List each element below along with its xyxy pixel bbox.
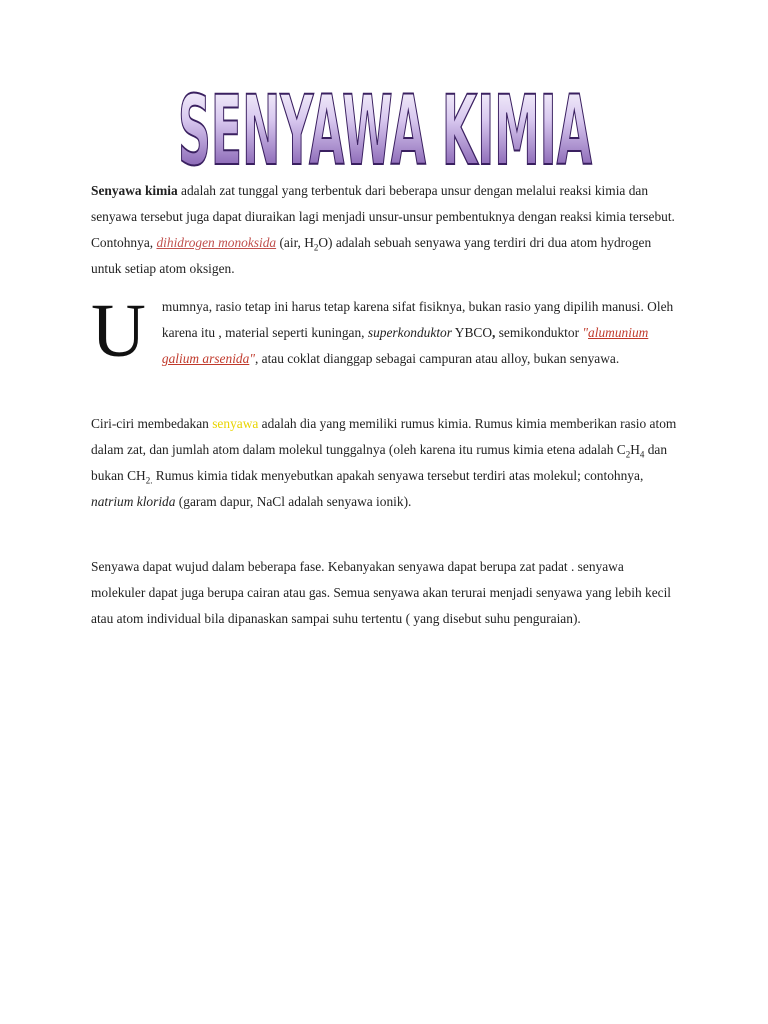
p2-text-a: mumnya, rasio tetap ini harus tetap karena sifat fisiknya, bukan rasio yang dipilih manusi. Oleh karena itu , material seperti kuningan,: [161, 299, 674, 340]
p2-text-d: , atau coklat dianggap sebagai campuran atau alloy, bukan senyawa.: [254, 351, 620, 366]
page-title: SENYAWA KIMIA: [178, 82, 592, 174]
paragraph-3: [91, 411, 681, 515]
paragraph-2: [91, 289, 681, 373]
p1-sub-2: 2: [313, 242, 319, 253]
p3-text-c: dan bukan CH: [91, 442, 668, 483]
p1-text-b: (air, H: [276, 235, 314, 250]
p2-text-b: YBCO: [451, 325, 493, 340]
wordart-title-svg: [140, 82, 630, 174]
p3-text-d: Rumus kimia tidak menyebutkan apakah senyawa tersebut terdiri atas molekul; contohnya,: [152, 468, 644, 483]
p3-sub-c2: 2: [625, 449, 631, 460]
paragraph-1: [91, 178, 681, 282]
bold-term-senyawa-kimia: Senyawa kimia: [91, 183, 178, 198]
p3-text-a: Ciri-ciri membedakan: [91, 416, 213, 431]
link-alumunium-galium-arsenida[interactable]: alumunium galium arsenida: [161, 325, 649, 366]
p1-text-a: adalah zat tunggal yang terbentuk dari beberapa unsur dengan melalui reaksi kimia dan senyawa tersebut juga dapat diuraikan lagi menjadi unsur-unsur pembentuknya dengan reaksi kimia tersebut. Contohnya,: [91, 183, 675, 250]
p3-sub-ch2: 2.: [145, 475, 153, 486]
paragraph-4: Senyawa dapat wujud dalam beberapa fase. Kebanyakan senyawa dapat berupa zat padat . senyawa molekuler dapat juga berupa cairan atau gas. Semua senyawa akan terurai menjadi senyawa yang lebih kecil atau atom individual bila dipanaskan sampai suhu tertentu ( yang disebut suhu penguraian).: [91, 559, 672, 626]
link-dihidrogen-monoksida[interactable]: dihidrogen monoksida: [156, 235, 277, 250]
italic-natrium-klorida: natrium klorida: [91, 494, 176, 509]
p3-text-h: H: [630, 442, 640, 457]
p2-bold-comma: ,: [492, 325, 496, 340]
p1-text-c: O) adalah sebuah senyawa yang terdiri dri dua atom hydrogen untuk setiap atom oksigen.: [91, 235, 652, 276]
p3-text-e: (garam dapur, NaCl adalah senyawa ionik).: [175, 494, 412, 509]
open-quote: ": [582, 325, 589, 340]
wordart-title: [140, 82, 630, 174]
highlight-senyawa: senyawa: [212, 416, 259, 431]
p2-text-c: semikonduktor: [495, 325, 583, 340]
p3-sub-h4: 4: [639, 449, 645, 460]
drop-cap: U: [91, 289, 146, 373]
close-quote: ": [249, 351, 255, 366]
italic-superkonduktor: superkonduktor: [367, 325, 452, 340]
p3-text-b: adalah dia yang memiliki rumus kimia. Rumus kimia memberikan rasio atom dalam zat, dan jumlah atom dalam molekul tunggalnya (oleh karena itu rumus kimia etena adalah C: [91, 416, 677, 457]
